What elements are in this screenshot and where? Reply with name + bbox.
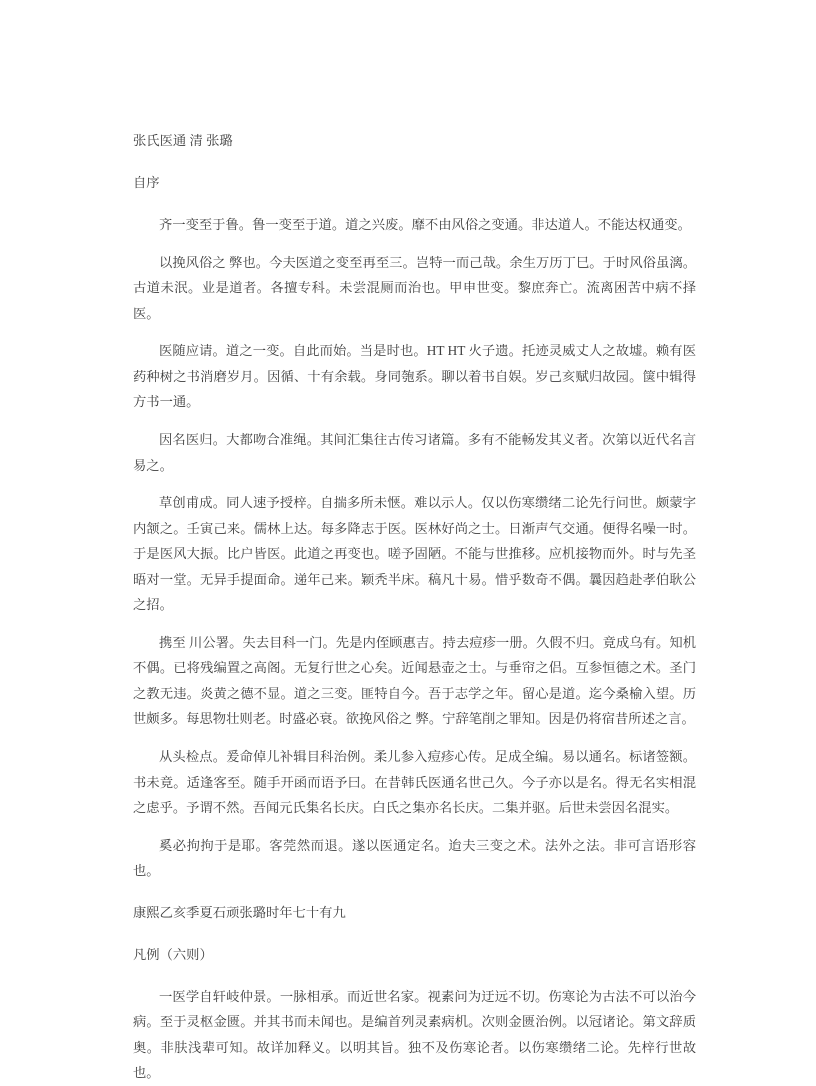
document-body (133, 128, 696, 1086)
preface-heading: 自序 (133, 174, 160, 190)
preface-signature: 康熙乙亥季夏石顽张璐时年七十有九 (133, 905, 346, 921)
preface-paragraph-4: 因名医归。大都吻合准绳。其间汇集往古传习诸篇。多有不能畅发其义者。次第以近代名言易之。 (133, 432, 696, 473)
preface-paragraph-3: 医随应请。道之一变。自此而始。当是时也。HT HT 火子遗。托迹灵威丈人之故墟。赖有医药种树之书消磨岁月。因循、十有余载。身同匏系。聊以着书自娱。岁己亥赋归故园。箧中辑得方书一通。 (133, 343, 696, 410)
fanli-paragraph-1: 一医学自轩岐仲景。一脉相承。而近世名家。视素问为迂远不切。伤寒论为古法不可以治今病。至于灵枢金匮。并其书而未闻也。是编首列灵素病机。次则金匮治例。以冠诸论。第文辞质奥。非肤浅辈可知。故详加释义。以明其旨。独不及伤寒论者。以伤寒缵绪二论。先梓行世故也。 (133, 988, 696, 1081)
preface-paragraph-8: 奚必拘拘于是耶。客莞然而退。遂以医通定名。迨夫三变之术。法外之法。非可言语形容也。 (133, 837, 696, 879)
preface-paragraph-5: 草创甫成。同人速予授梓。自揣多所未惬。难以示人。仅以伤寒缵绪二论先行问世。颇蒙字内颔之。壬寅己来。儒林上达。每多降志于医。医林好尚之士。日渐声气交通。便得名噪一时。于是医风大振。比户皆医。此道之再变也。嗟予固陋。不能与世推移。应机接物而外。时与先圣晤对一堂。无异手提面命。递年己来。颖秃半床。稿凡十易。惜乎数奇不偶。曩因趋赴孝伯耿公之招。 (133, 495, 696, 613)
preface-paragraph-1: 齐一变至于鲁。鲁一变至于道。道之兴废。靡不由风俗之变通。非达道人。不能达权通变。 (159, 216, 691, 232)
preface-paragraph-7: 从头检点。爰命倬儿补辑目科治例。柔儿参入痘疹心传。足成全编。易以通名。标诸签额。书未竟。适逢客至。随手开函而语予曰。在昔韩氏医通名世己久。今子亦以是名。得无名实相混之虑乎。予谓不然。吾闻元氏集名长庆。白氏之集亦名长庆。二集并驱。后世未尝因名混实。 (133, 749, 696, 815)
preface-paragraph-2: 以挽风俗之 弊也。今夫医道之变至再至三。岂特一而己哉。余生万历丁巳。于时风俗虽漓。古道未泯。业是道者。各擅专科。未尝混厕而治也。甲申世变。黎庶奔亡。流离困苦中病不择医。 (133, 254, 696, 321)
preface-paragraph-6: 携至 川公署。失去目科一门。先是内侄顾惠吉。持去痘疹一册。久假不归。竟成乌有。知机不偶。已将残编置之高阁。无复行世之心矣。近闻悬壶之士。与垂帘之侣。互参恒德之术。圣门之教无违。炎黄之德不显。道之三变。匪特自今。吾于志学之年。留心是道。迄今桑榆入望。历世颇多。每思物壮则老。时盛必衰。欲挽风俗之 弊。宁辞笔削之罪知。因是仍将宿昔所述之言。 (133, 635, 696, 727)
document-title-line: 张氏医通 清 张璐 (133, 133, 233, 148)
fanli-heading: 凡例（六则） (133, 947, 213, 963)
